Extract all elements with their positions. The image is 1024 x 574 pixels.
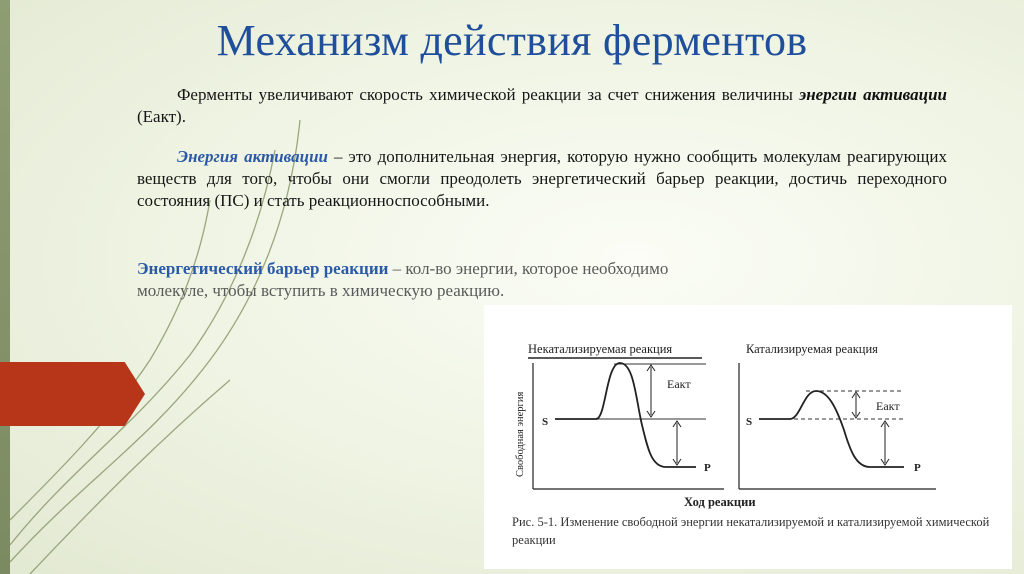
figure-caption: Рис. 5-1. Изменение свободной энергии некатализируемой и катализируемой химической реакции	[512, 515, 990, 547]
para3-text: – кол-во энергии, которое необходимо молекуле, чтобы вступить в химическую реакцию.	[137, 259, 669, 300]
panel-right-title: Катализируемая реакция	[746, 342, 878, 356]
label-eact-right: Еакт	[876, 399, 900, 413]
label-p-left: P	[704, 462, 711, 474]
term-activation-energy: энергии активации	[799, 85, 947, 104]
paragraph-energy-barrier	[137, 258, 737, 302]
para1-text-after: (Еакт).	[137, 107, 186, 126]
label-s-right: S	[746, 416, 753, 428]
x-axis-label: Ход реакции	[684, 495, 756, 509]
label-p-right: P	[914, 462, 921, 474]
paragraph-enzymes-speed	[137, 84, 947, 128]
slide-title: Механизм действия ферментов	[216, 16, 808, 65]
label-eact-left: Еакт	[667, 377, 691, 391]
label-s-left: S	[542, 416, 549, 428]
para2-text: – это дополнительная энергия, которую нужно сообщить молекулам реагирующих веществ для того, чтобы они смогли преодолеть энергетический барьер реакции, достичь переходного состояния (ПС) и стать реакционноспособными.	[137, 147, 947, 210]
red-arrow-tab	[0, 362, 145, 426]
term-energy-barrier: Энергетический барьер реакции	[137, 259, 389, 278]
panel-left-title: Некатализируемая реакция	[528, 342, 673, 356]
term-activation-energy-def: Энергия активации	[177, 147, 328, 166]
para1-text-before: Ферменты увеличивают скорость химической реакции за счет снижения величины	[177, 85, 800, 104]
y-axis-label: Свободная энергия	[515, 391, 526, 477]
energy-diagram-figure	[484, 305, 1012, 569]
paragraph-activation-energy	[137, 146, 947, 212]
